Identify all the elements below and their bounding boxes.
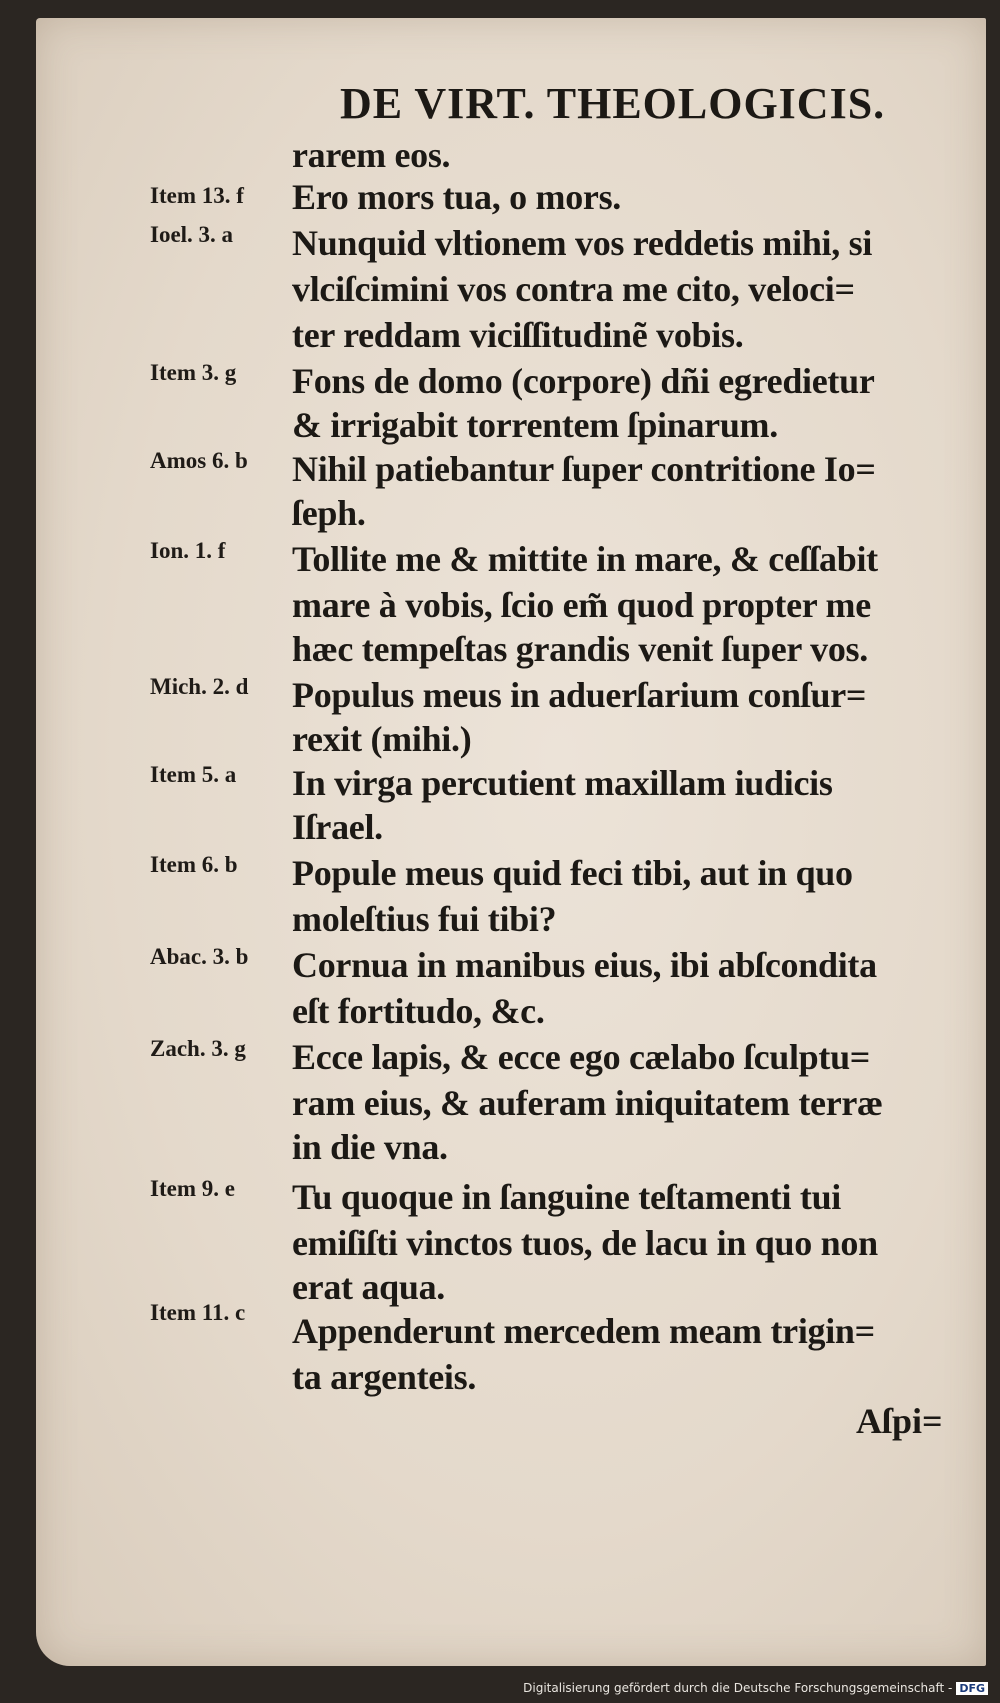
text-line: Popule meus quid feci tibi, aut in quo — [292, 853, 853, 893]
margin-ref: Item 11. c — [150, 1300, 246, 1325]
digitization-footer — [523, 1681, 988, 1695]
text-line: moleſtius fui tibi? — [292, 899, 557, 939]
text-line: Appenderunt mercedem meam trigin= — [292, 1311, 875, 1351]
margin-ref: Mich. 2. d — [150, 674, 249, 699]
text-line: Ero mors tua, o mors. — [292, 177, 622, 217]
text-line: hæc tempeſtas grandis venit ſuper vos. — [292, 629, 868, 669]
margin-ref: Amos 6. b — [150, 448, 248, 473]
text-line: emiſiſti vinctos tuos, de lacu in quo non — [292, 1223, 878, 1263]
running-header: DE VIRT. THEOLOGICIS. — [340, 79, 886, 128]
text-line: Nihil patiebantur ſuper contritione Io= — [292, 449, 876, 489]
text-line: erat aqua. — [292, 1267, 445, 1307]
catchword: Aſpi= — [856, 1401, 943, 1441]
margin-ref: Ion. 1. f — [150, 538, 226, 563]
dfg-logo: DFG — [956, 1682, 988, 1695]
text-line: Ecce lapis, & ecce ego cælabo ſculptu= — [292, 1037, 871, 1077]
margin-ref: Item 13. f — [150, 183, 244, 208]
text-line: Iſrael. — [292, 807, 383, 847]
text-line: Tu quoque in ſanguine teſtamenti tui — [292, 1177, 842, 1217]
margin-ref: Item 9. e — [150, 1176, 235, 1201]
text-line: Cornua in manibus eius, ibi abſcondita — [292, 945, 877, 985]
text-line: rexit (mihi.) — [292, 719, 472, 759]
text-line: Populus meus in aduerſarium conſur= — [292, 675, 867, 715]
text-line: rarem eos. — [292, 135, 451, 175]
text-line: In virga percutient maxillam iudicis — [292, 763, 833, 803]
text-line: ta argenteis. — [292, 1357, 477, 1397]
text-line: vlciſcimini vos contra me cito, veloci= — [292, 269, 855, 309]
footer-text: Digitalisierung gefördert durch die Deutsche Forschungsgemeinschaft - — [523, 1681, 953, 1695]
text-line: & irrigabit torrentem ſpinarum. — [292, 405, 778, 445]
text-line: Tollite me & mittite in mare, & ceſſabit — [292, 539, 878, 579]
text-line: in die vna. — [292, 1127, 448, 1167]
margin-ref: Item 6. b — [150, 852, 238, 877]
text-line: Nunquid vltionem vos reddetis mihi, si — [292, 223, 873, 263]
margin-ref: Item 3. g — [150, 360, 237, 385]
text-line: ſeph. — [292, 493, 366, 533]
margin-ref: Zach. 3. g — [150, 1036, 246, 1061]
text-line: mare à vobis, ſcio em̃ quod propter me — [292, 585, 871, 625]
text-line: eſt fortitudo, &c. — [292, 991, 545, 1031]
text-line: ram eius, & auferam iniquitatem terræ — [292, 1083, 883, 1123]
margin-ref: Ioel. 3. a — [150, 222, 234, 247]
margin-ref: Item 5. a — [150, 762, 237, 787]
margin-ref: Abac. 3. b — [150, 944, 249, 969]
text-line: ter reddam viciſſitudinẽ vobis. — [292, 315, 744, 355]
text-line: Fons de domo (corpore) dñi egredietur — [292, 361, 875, 401]
book-page — [36, 18, 986, 1666]
